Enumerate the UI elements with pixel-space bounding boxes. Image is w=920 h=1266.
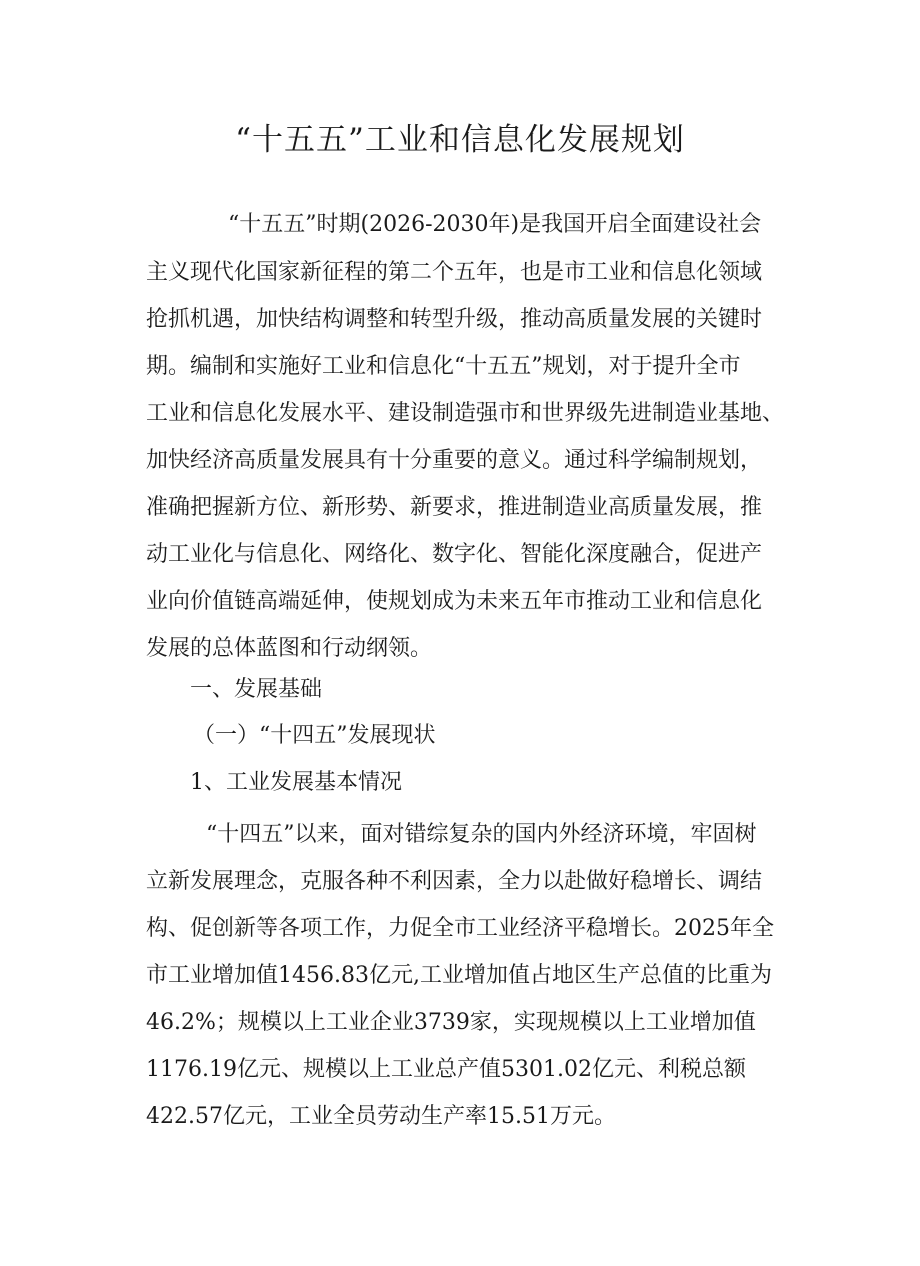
paragraph-line: “十四五”以来，面对错综复杂的国内外经济环境，牢固树 [206, 822, 757, 847]
paragraph-line: 抢抓机遇，加快结构调整和转型升级，推动高质量发展的关键时 [146, 307, 763, 332]
paragraph-line: 发展的总体蓝图和行动纲领。 [146, 636, 433, 661]
paragraph-line: “十五五”时期(2026-2030年)是我国开启全面建设社会 [228, 212, 762, 237]
subsubsection-heading: 1、工业发展基本情况 [190, 770, 402, 795]
paragraph-line: 422.57亿元，工业全员劳动生产率15.51万元。 [146, 1104, 616, 1129]
paragraph-line: 立新发展理念，克服各种不利因素，全力以赴做好稳增长、调结 [146, 869, 763, 894]
paragraph-line: 准确把握新方位、新形势、新要求，推进制造业高质量发展，推 [146, 495, 763, 520]
paragraph-line: 构、促创新等各项工作，力促全市工业经济平稳增长。2025年全 [146, 916, 774, 941]
paragraph-line: 工业和信息化发展水平、建设制造强市和世界级先进制造业基地、 [146, 401, 785, 426]
paragraph-line: 期。编制和实施好工业和信息化“十五五”规划，对于提升全市 [146, 354, 741, 379]
paragraph-line: 业向价值链高端延伸，使规划成为未来五年市推动工业和信息化 [146, 589, 763, 614]
paragraph-line: 46.2%；规模以上工业企业3739家，实现规模以上工业增加值 [146, 1010, 756, 1035]
subsection-heading: （一）“十四五”发展现状 [193, 723, 436, 748]
paragraph-line: 加快经济高质量发展具有十分重要的意义。通过科学编制规划， [146, 448, 763, 473]
paragraph-line: 市工业增加值1456.83亿元,工业增加值占地区生产总值的比重为 [146, 963, 772, 988]
paragraph-line: 主义现代化国家新征程的第二个五年，也是市工业和信息化领域 [146, 260, 763, 285]
section-heading: 一、发展基础 [190, 677, 323, 702]
paragraph-line: 动工业化与信息化、网络化、数字化、智能化深度融合，促进产 [146, 542, 763, 567]
paragraph-line: 1176.19亿元、规模以上工业总产值5301.02亿元、利税总额 [146, 1057, 746, 1082]
document-title: “十五五”工业和信息化发展规划 [235, 122, 685, 158]
